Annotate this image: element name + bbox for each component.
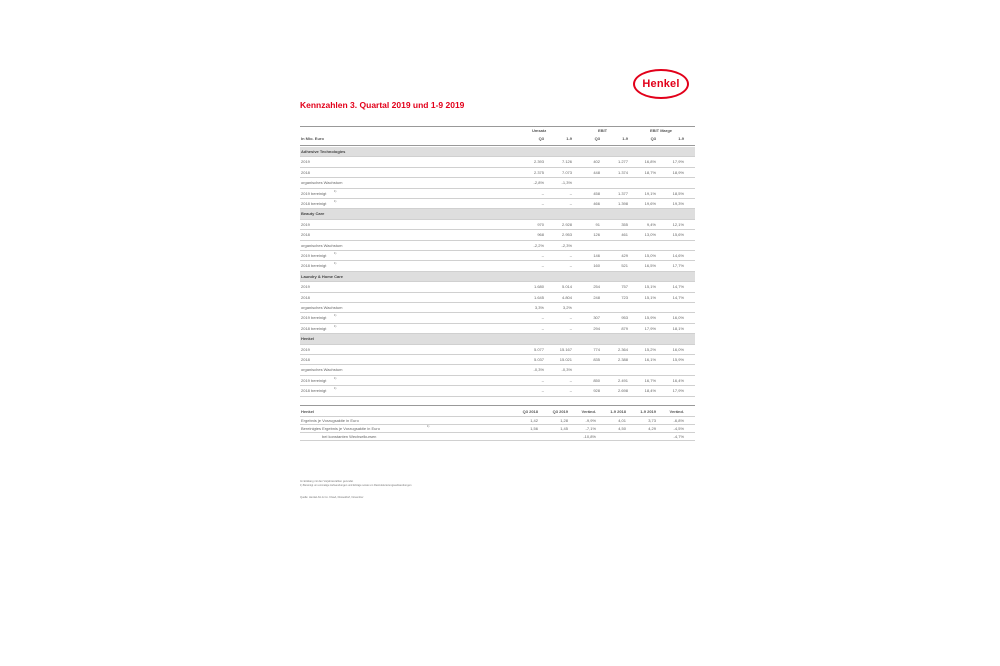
table-cell: 466 <box>593 201 600 206</box>
col-q3-umsatz: Q3 <box>538 136 544 141</box>
table-cell: 3,3% <box>534 305 544 310</box>
table-cell: 774 <box>593 346 600 352</box>
footnote-marker: 1) <box>334 314 337 318</box>
table-cell: 294 <box>593 325 600 331</box>
table-cell: 16,4% <box>672 377 684 383</box>
table-cell: -2,2% <box>533 242 544 248</box>
section-header <box>300 334 695 344</box>
table-row <box>300 345 695 355</box>
table-cell: – <box>569 315 572 321</box>
eps-cell: 1,28 <box>560 418 568 423</box>
footnote-marker: 1) <box>334 387 337 391</box>
table-cell: 928 <box>593 388 600 394</box>
col-19-marge: 1-9 <box>678 136 684 141</box>
eps-header-cell: Q3 2018 <box>522 408 538 414</box>
table-cell: 1.680 <box>533 284 544 290</box>
row-label: 2018 <box>301 169 310 175</box>
footnote-marker: 1) <box>427 425 430 428</box>
row-label: 2019 <box>301 159 310 165</box>
table-cell: -2,8% <box>533 180 544 186</box>
table-cell: 3,2% <box>562 305 572 310</box>
table-cell: 18,4% <box>644 388 656 394</box>
row-label: 2019 <box>301 284 310 290</box>
eps-cell: -9,9% <box>585 418 596 423</box>
section-title: Laundry & Home Care <box>301 273 344 279</box>
table-cell: 248 <box>593 294 600 300</box>
group-ebit: EBIT <box>598 128 608 133</box>
table-cell: 14,7% <box>672 294 684 300</box>
eps-header-cell: 1-9 2019 <box>640 408 656 414</box>
table-row <box>300 376 695 386</box>
table-cell: 1.377 <box>617 190 628 196</box>
table-cell: 19,3% <box>672 201 684 206</box>
table-cell: 19,1% <box>644 190 656 196</box>
table-cell: – <box>541 315 544 321</box>
table-row <box>300 261 695 271</box>
row-label: organisches Wachstum <box>301 242 343 248</box>
table-row <box>300 365 695 375</box>
row-label: 2018 <box>301 294 310 300</box>
table-cell: 2.698 <box>617 388 628 394</box>
table-cell: 16,7% <box>644 377 656 383</box>
table-cell: 15.021 <box>559 357 572 362</box>
eps-row <box>300 433 695 441</box>
table-cell: -0,3% <box>533 367 544 373</box>
table-row <box>300 178 695 188</box>
row-label: organisches Wachstum <box>301 180 343 186</box>
table-cell: 19,6% <box>644 201 656 206</box>
table-cell: -2,3% <box>561 242 572 248</box>
table-cell: – <box>541 263 544 269</box>
table-cell: 15,1% <box>644 294 656 300</box>
table-cell: 723 <box>621 294 628 300</box>
table-cell: 16,8% <box>644 159 656 165</box>
eps-header-cell: Q3 2019 <box>552 408 568 414</box>
table-cell: 5.077 <box>533 346 544 352</box>
table-cell: – <box>541 388 544 394</box>
header-groups <box>300 128 695 136</box>
row-label: organisches Wachstum <box>301 367 343 373</box>
footnote-adjusted: 1) Bereinigt um einmalige Aufwendungen und Erträge sowie um Restrukturierungsaufwendungen <box>300 484 412 487</box>
document-page <box>300 60 700 520</box>
row-label: 2018 <box>301 357 310 362</box>
table-row <box>300 199 695 209</box>
table-cell: 9,4% <box>646 221 656 227</box>
table-cell: – <box>541 190 544 196</box>
table-row <box>300 386 695 396</box>
henkel-logo <box>633 69 689 99</box>
table-cell: 429 <box>621 253 628 258</box>
row-label: 2018 <box>301 232 310 238</box>
table-cell: 1.277 <box>617 159 628 165</box>
table-cell: 15,1% <box>644 284 656 290</box>
table-cell: 2.388 <box>617 357 628 362</box>
row-label: 2019 <box>301 346 310 352</box>
eps-cell: 4,01 <box>618 418 626 423</box>
eps-row <box>300 425 695 433</box>
section-title: Beauty Care <box>301 211 325 217</box>
table-cell: 448 <box>593 169 600 175</box>
eps-top-rule <box>300 405 695 406</box>
table-cell: – <box>569 201 572 206</box>
table-cell: 4.804 <box>561 294 572 300</box>
table-cell: 402 <box>593 159 600 165</box>
table-cell: 14,7% <box>672 284 684 290</box>
table-cell: – <box>569 325 572 331</box>
table-cell: 16,0% <box>672 346 684 352</box>
eps-cell: 4,29 <box>648 426 656 431</box>
table-cell: 2.953 <box>561 232 572 238</box>
table-cell: 17,9% <box>672 159 684 165</box>
table-cell: 16,5% <box>644 263 656 269</box>
table-cell: 2.375 <box>533 169 544 175</box>
eps-cell: -7,1% <box>585 426 596 431</box>
eps-row-label: Bereinigtes Ergebnis je Vorzugsaktie in Euro <box>301 426 380 431</box>
table-cell: -0,3% <box>561 367 572 373</box>
eps-cell: -4,5% <box>673 426 684 431</box>
logo-text: Henkel <box>642 78 680 90</box>
table-cell: – <box>569 263 572 269</box>
table-cell: – <box>541 377 544 383</box>
footnote-marker: 1) <box>334 324 337 328</box>
row-label: 2019 bereinigt <box>301 253 327 258</box>
table-cell: 15,0% <box>644 253 656 258</box>
table-cell: 7.126 <box>561 159 572 165</box>
eps-header-cell: Veränd. <box>669 408 684 414</box>
header-top-rule <box>300 126 695 127</box>
table-cell: 757 <box>621 284 628 290</box>
row-label: 2018 bereinigt <box>301 263 327 269</box>
table-cell: 17,7% <box>672 263 684 269</box>
table-cell: 15.167 <box>559 346 572 352</box>
table-cell: 17,9% <box>644 325 656 331</box>
table-cell: 15,6% <box>672 232 684 238</box>
table-cell: 307 <box>593 315 600 321</box>
table-row <box>300 168 695 178</box>
table-cell: 254 <box>593 284 600 290</box>
table-cell: 2.491 <box>617 377 628 383</box>
table-cell: – <box>569 190 572 196</box>
table-cell: -1,3% <box>561 180 572 186</box>
footnote-marker: 1) <box>334 189 337 193</box>
row-label: 2019 bereinigt <box>301 377 327 383</box>
section-title: Henkel <box>301 336 315 342</box>
table-row <box>300 293 695 303</box>
table-row <box>300 189 695 199</box>
row-label: 2019 bereinigt <box>301 315 327 321</box>
footnote-rounding: Im Einklang mit den Vorjahreszahlen gerundet <box>300 480 354 483</box>
table-cell: 850 <box>593 377 600 383</box>
table-cell: 15,2% <box>644 346 656 352</box>
table-cell: 2.393 <box>533 159 544 165</box>
table-cell: 5.037 <box>533 357 544 362</box>
table-cell: 1.645 <box>533 294 544 300</box>
table-cell: 835 <box>593 357 600 362</box>
table-cell: 16,0% <box>672 315 684 321</box>
source-note: Quelle: Henkel AG & Co. KGaA, Düsseldorf, November <box>300 496 364 499</box>
section-title: Adhesive Technologies <box>301 149 346 154</box>
table-cell: 18,7% <box>644 169 656 175</box>
table-cell: 968 <box>537 232 544 238</box>
table-row <box>300 220 695 230</box>
section-header <box>300 209 695 219</box>
table-cell: – <box>569 253 572 258</box>
table-cell: 14,6% <box>672 253 684 258</box>
col-q3-marge: Q3 <box>650 136 656 141</box>
table-cell: – <box>569 388 572 394</box>
table-row <box>300 313 695 323</box>
eps-row-label: bei konstanten Wechselkursen <box>322 434 377 439</box>
row-label: 2019 <box>301 221 310 227</box>
eps-cell: 1,56 <box>530 426 538 431</box>
eps-header-cell: 1-9 2018 <box>610 408 626 414</box>
eps-header-label: Henkel <box>301 408 315 414</box>
table-cell: 7.073 <box>561 169 572 175</box>
footnote-marker: 1) <box>334 262 337 266</box>
eps-cell: 1,45 <box>560 426 568 431</box>
unit-label: In Mio. Euro <box>301 136 324 141</box>
table-cell: 146 <box>593 253 600 258</box>
eps-cell: 1,42 <box>530 418 538 423</box>
table-cell: 970 <box>537 221 544 227</box>
eps-cell: -10,8% <box>583 434 596 439</box>
header-cols <box>300 136 695 144</box>
table-cell: 521 <box>621 263 628 269</box>
group-ebit-marge: EBIT Marge <box>650 128 673 133</box>
table-cell: 18,9% <box>672 169 684 175</box>
table-cell: 12,1% <box>672 221 684 227</box>
table-cell: 2.364 <box>617 346 628 352</box>
table-cell: 1.398 <box>617 201 628 206</box>
table-cell: – <box>569 377 572 383</box>
eps-row <box>300 417 695 425</box>
table-cell: 2.928 <box>561 221 572 227</box>
table-row <box>300 157 695 167</box>
group-umsatz: Umsatz <box>532 128 547 133</box>
table-cell: 953 <box>621 315 628 321</box>
table-cell: 15,9% <box>644 315 656 321</box>
table-row <box>300 230 695 240</box>
eps-header-row <box>300 407 695 417</box>
table-cell: 1.374 <box>617 169 628 175</box>
row-label: 2019 bereinigt <box>301 190 327 196</box>
table-row <box>300 282 695 292</box>
table-cell: 5.014 <box>561 284 572 290</box>
table-cell: 17,9% <box>672 388 684 394</box>
eps-cell: 4,50 <box>618 426 626 431</box>
table-cell: 91 <box>595 221 600 227</box>
table-cell: 879 <box>621 325 628 331</box>
table-cell: 18,1% <box>672 325 684 331</box>
table-row <box>300 241 695 251</box>
table-cell: 13,0% <box>644 232 656 238</box>
footnote-marker: 1) <box>334 200 337 203</box>
footnote-marker: 1) <box>334 252 337 255</box>
eps-cell: -4,7% <box>673 434 684 439</box>
table-cell: 160 <box>593 263 600 269</box>
col-19-ebit: 1-9 <box>622 136 628 141</box>
row-label: 2018 bereinigt <box>301 201 327 206</box>
section-header <box>300 272 695 282</box>
eps-cell: 3,73 <box>648 418 656 423</box>
table-cell: 18,5% <box>672 190 684 196</box>
eps-row-label: Ergebnis je Vorzugsaktie in Euro <box>301 418 359 423</box>
header-bottom-rule <box>300 145 695 146</box>
page-title: Kennzahlen 3. Quartal 2019 und 1-9 2019 <box>300 100 465 110</box>
table-row <box>300 324 695 334</box>
table-cell: – <box>541 253 544 258</box>
table-row <box>300 355 695 365</box>
section-header <box>300 147 695 157</box>
eps-cell: -6,8% <box>673 418 684 423</box>
row-label: organisches Wachstum <box>301 305 343 310</box>
table-cell: 126 <box>593 232 600 238</box>
col-q3-ebit: Q3 <box>594 136 600 141</box>
table-cell: 16,1% <box>644 357 656 362</box>
table-cell: 355 <box>621 221 628 227</box>
table-cell: – <box>541 325 544 331</box>
table-cell: – <box>541 201 544 206</box>
col-19-umsatz: 1-9 <box>566 136 572 141</box>
row-label: 2018 bereinigt <box>301 325 327 331</box>
table-row <box>300 251 695 261</box>
table-cell: 15,9% <box>672 357 684 362</box>
table-row <box>300 303 695 313</box>
eps-header-cell: Veränd. <box>581 408 596 414</box>
table-cell: 458 <box>593 190 600 196</box>
row-label: 2018 bereinigt <box>301 388 327 394</box>
footnote-marker: 1) <box>334 376 337 380</box>
table-cell: 461 <box>621 232 628 238</box>
